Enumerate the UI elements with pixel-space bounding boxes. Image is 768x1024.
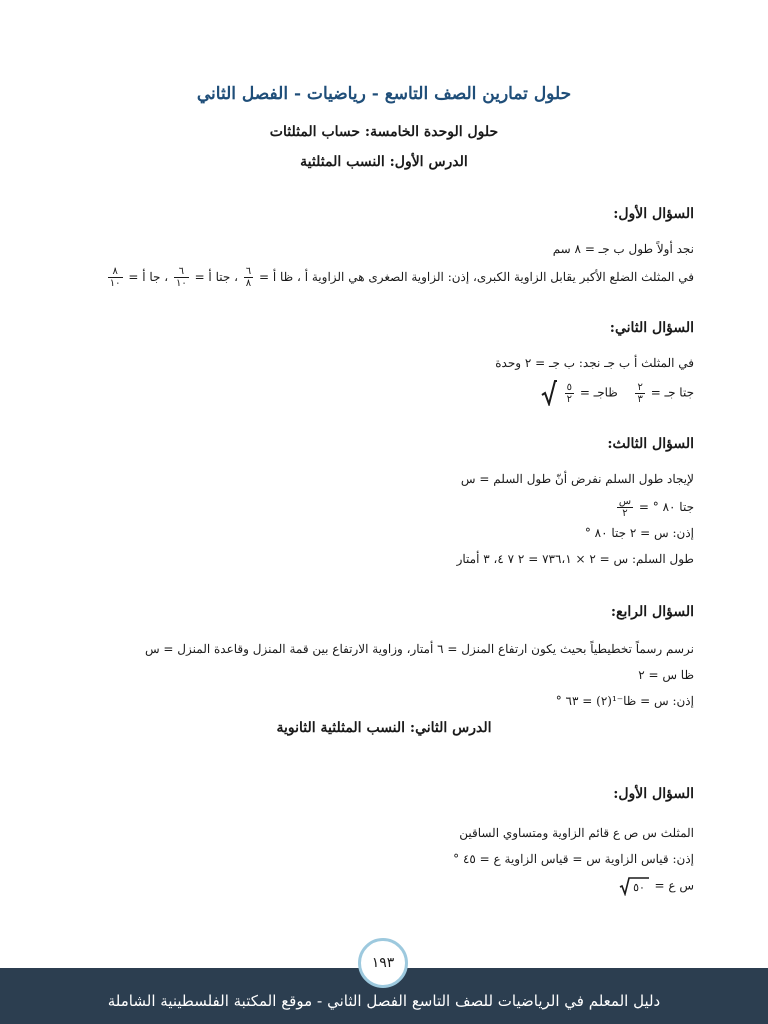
cos-c-denominator: ٣ xyxy=(637,393,643,405)
lesson1-q2-line1: في المثلث أ ب جـ نجد: ب جـ = ٢ وحدة xyxy=(495,356,694,370)
ratio-statement: في المثلث الضلع الأكبر يقابل الزاوية الكبرى، إذن: الزاوية الصغرى هي الزاوية أ ، ظا أ = xyxy=(259,270,694,284)
square-root-icon xyxy=(541,380,557,406)
lesson1-q3-line1: لإيجاد طول السلم نفرض أنّ طول السلم = س xyxy=(460,472,694,486)
lesson1-title: الدرس الأول: النسب المثلثية xyxy=(300,154,468,170)
lesson1-q2-heading: السؤال الثاني: xyxy=(609,320,694,336)
square-root-icon xyxy=(619,876,649,896)
cos-c-label: جتا جـ = xyxy=(650,385,694,400)
cos80-denominator: ٢ xyxy=(622,508,628,519)
lesson1-q4-heading: السؤال الرابع: xyxy=(610,604,694,620)
cos-c-fraction xyxy=(635,382,644,405)
lesson1-q3-heading: السؤال الثالث: xyxy=(607,436,694,452)
lesson1-q4-line1: نرسم رسماً تخطيطياً بحيث يكون ارتفاع المنزل = ٦ أمتار، وزاوية الارتفاع بين قمة المنزل وقاعدة المنزل = س xyxy=(144,642,694,656)
lesson1-q1-line1: نجد أولاً طول ب جـ = ٨ سم xyxy=(552,242,694,256)
cos80-label: جتا ٨٠ ° = xyxy=(638,500,694,514)
lesson2-title: الدرس الثاني: النسب المثلثية الثانوية xyxy=(276,720,492,736)
tan-c-numerator: ٥ xyxy=(566,381,572,393)
lesson2-q1-line2: إذن: قياس الزاوية س = قياس الزاوية ع = ٤٥ ° xyxy=(453,852,694,866)
cos-label: ، جتا أ = xyxy=(194,270,238,284)
cos-denominator: ١٠ xyxy=(175,278,187,289)
lesson2-q1-heading: السؤال الأول: xyxy=(613,786,694,802)
tan-c-denominator: ٢ xyxy=(566,393,572,405)
tan-denominator: ٨ xyxy=(245,278,252,289)
cos80-fraction xyxy=(617,496,633,519)
sin-label: ، جا أ = xyxy=(128,270,169,284)
cos-fraction xyxy=(174,266,189,289)
sin-fraction xyxy=(108,266,123,289)
cos80-numerator: س xyxy=(618,496,632,507)
lesson1-q1-heading: السؤال الأول: xyxy=(613,206,694,222)
lesson1-q3-line3: إذن: س = ٢ جتا ٨٠ ° xyxy=(584,526,694,540)
xz-label: س ع = xyxy=(654,878,694,893)
lesson1-q1-line2 xyxy=(106,266,694,289)
cos-numerator: ٦ xyxy=(174,266,189,278)
tan-numerator: ٦ xyxy=(245,266,252,277)
footer-text: دليل المعلم في الرياضيات للصف التاسع الفصل الثاني - موقع المكتبة الفلسطينية الشاملة xyxy=(107,992,661,1010)
lesson1-q4-line3: إذن: س = ظا⁻¹(٢) = ٦٣ ° xyxy=(555,694,694,708)
tan-fraction xyxy=(244,266,253,289)
sin-denominator: ١٠ xyxy=(109,278,121,289)
page-title: حلول تمارين الصف التاسع - رياضيات - الفصل الثاني xyxy=(196,84,572,104)
lesson2-q1-line1: المثلث س ص ع قائم الزاوية ومتساوي الساقين xyxy=(459,826,694,840)
tan-c-fraction xyxy=(565,382,574,405)
lesson1-q3-line2 xyxy=(615,496,694,519)
unit-title: حلول الوحدة الخامسة: حساب المثلثات xyxy=(269,124,499,140)
sin-numerator: ٨ xyxy=(108,266,123,278)
page-number-badge: ١٩٣ xyxy=(358,938,408,988)
lesson1-q4-line2: ظا س = ٢ xyxy=(638,668,694,682)
lesson1-q3-line4: طول السلم: س = ٢ × ٧٣٦،١ = ٢ ٧ ٤، ٣ أمتار xyxy=(456,552,694,566)
lesson2-q1-line3 xyxy=(617,876,694,896)
cos-c-numerator: ٢ xyxy=(637,381,643,393)
lesson1-q2-line2 xyxy=(539,380,694,406)
tan-c-label: ظاجـ = xyxy=(579,385,618,400)
root-value: ٥٠ xyxy=(632,881,645,894)
